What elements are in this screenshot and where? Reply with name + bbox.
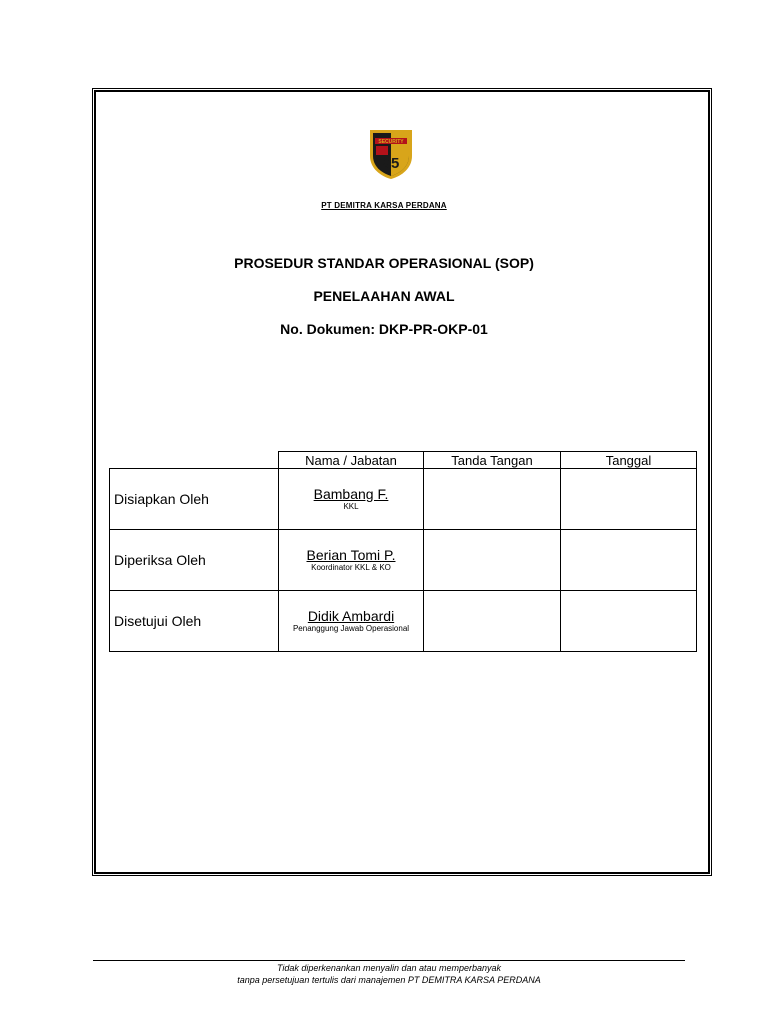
table-row bbox=[110, 530, 697, 591]
person-position: Koordinator KKL & KO bbox=[311, 562, 391, 572]
date-cell bbox=[561, 591, 697, 652]
svg-text:SECURITY: SECURITY bbox=[378, 138, 404, 145]
person-name: Didik Ambardi bbox=[307, 607, 395, 624]
approval-table bbox=[109, 451, 697, 652]
document-number: No. Dokumen: DKP-PR-OKP-01 bbox=[280, 321, 488, 337]
column-header-name-position: Nama / Jabatan bbox=[279, 452, 424, 469]
person-position: Penanggung Jawab Operasional bbox=[292, 623, 410, 633]
person-name: Berian Tomi P. bbox=[306, 546, 396, 563]
footer-divider bbox=[93, 960, 685, 961]
document-title: PROSEDUR STANDAR OPERASIONAL (SOP) bbox=[234, 255, 534, 271]
person-name: Bambang F. bbox=[313, 485, 389, 502]
document-subtitle: PENELAAHAN AWAL bbox=[313, 288, 455, 304]
column-header-signature: Tanda Tangan bbox=[424, 452, 561, 469]
row-role: Diperiksa Oleh bbox=[110, 530, 279, 591]
table-header-row bbox=[110, 452, 697, 469]
row-role: Disetujui Oleh bbox=[110, 591, 279, 652]
signature-cell bbox=[424, 469, 561, 530]
table-row bbox=[110, 469, 697, 530]
company-name: PT DEMITRA KARSA PERDANA bbox=[321, 201, 447, 210]
security-shield-logo bbox=[364, 126, 418, 180]
footer-notice-line2: tanpa persetujuan tertulis dari manajemen PT DEMITRA KARSA PERDANA bbox=[237, 975, 541, 985]
signature-cell bbox=[424, 530, 561, 591]
date-cell bbox=[561, 469, 697, 530]
footer-notice-line1: Tidak diperkenankan menyalin dan atau memperbanyak bbox=[276, 963, 502, 973]
signature-cell bbox=[424, 591, 561, 652]
name-position-cell bbox=[279, 591, 424, 652]
person-position: KKL bbox=[343, 501, 359, 511]
name-position-cell bbox=[279, 469, 424, 530]
svg-text:a5: a5 bbox=[382, 155, 400, 172]
column-header-date: Tanggal bbox=[561, 452, 697, 469]
name-position-cell bbox=[279, 530, 424, 591]
date-cell bbox=[561, 530, 697, 591]
row-role: Disiapkan Oleh bbox=[110, 469, 279, 530]
table-row bbox=[110, 591, 697, 652]
